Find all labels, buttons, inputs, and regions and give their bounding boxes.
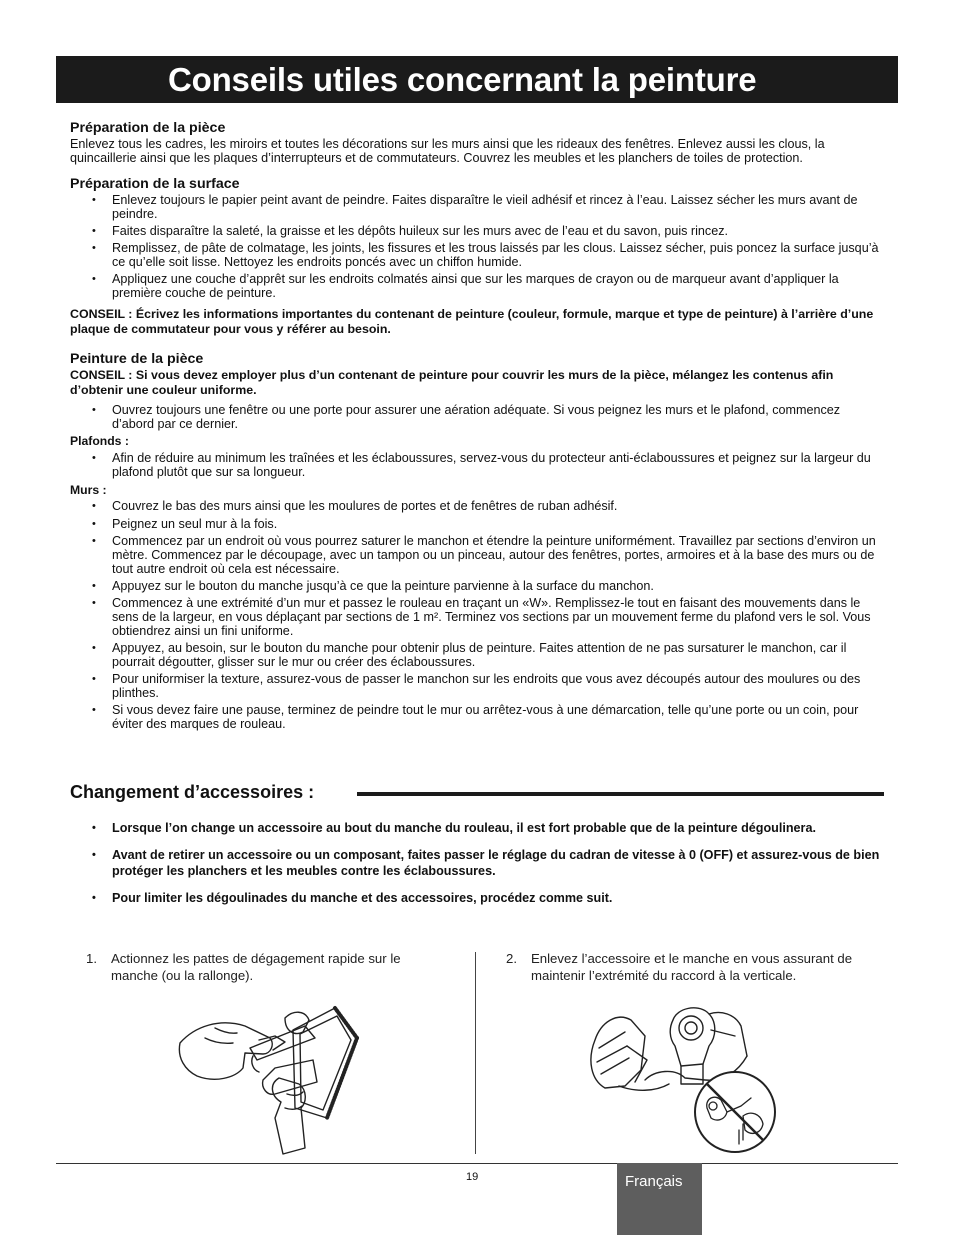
section-heading-prep-surface: Préparation de la surface bbox=[70, 176, 240, 192]
step-text: Enlevez l’accessoire et le manche en vous assurant de maintenir l’extrémité du raccord à la verticale. bbox=[531, 951, 853, 983]
list-item: • Appuyez, au besoin, sur le bouton du manche pour obtenir plus de peinture. Faites attention de ne pas sursaturer le manchon, car il pourrait dégoutter, glisser sur le mur ou créer des éclaboussures. bbox=[70, 641, 882, 669]
heading-rule bbox=[357, 792, 884, 796]
plafonds-label: Plafonds : bbox=[70, 434, 129, 448]
prep-surface-list bbox=[70, 193, 882, 300]
list-item: • Appliquez une couche d’apprêt sur les endroits colmatés ainsi que sur les marques de crayon ou de marqueur avant d’appliquer la première couche de peinture. bbox=[70, 272, 882, 300]
section-heading-prep-piece: Préparation de la pièce bbox=[70, 120, 226, 136]
list-item: • Commencez par un endroit où vous pourrez saturer le manchon et étendre la peinture uniformément. Travaillez par sections d’environ un mètre. Commencez par le découpage, avec un tampon ou un pinceau, autour des fenêtres, portes, armoires et à la base des murs ou de tout autre endroit où cela est nécessaire. bbox=[70, 534, 882, 576]
list-item: • Enlevez toujours le papier peint avant de peindre. Faites disparaître le vieil adhésif et rincez à l’eau. Laissez sécher les murs avant de peindre. bbox=[70, 193, 882, 221]
column-divider bbox=[475, 952, 476, 1154]
prep-piece-text: Enlevez tous les cadres, les miroirs et toutes les décorations sur les murs ainsi que les rideaux des fenêtres. Enlevez aussi les clous, la quincaillerie ainsi que les plaques d’interrupteurs et de commutateurs. Couvrez les meubles et les planchers de toiles de protection. bbox=[70, 137, 825, 165]
list-item: • Lorsque l’on change un accessoire au bout du manche du rouleau, il est fort probable que de la peinture dégoulinera. bbox=[70, 820, 882, 836]
page-number: 19 bbox=[466, 1171, 479, 1183]
tip-peinture: CONSEIL : Si vous devez employer plus d’un contenant de peinture pour couvrir les murs de la pièce, mélangez les contenus afin d’obtenir une couleur uniforme. bbox=[70, 368, 834, 397]
step-number: 1. bbox=[86, 951, 97, 966]
step-number: 2. bbox=[506, 951, 517, 966]
language-tab bbox=[617, 1163, 702, 1235]
title-banner bbox=[56, 56, 898, 103]
changement-list bbox=[70, 820, 882, 917]
language-label: Français bbox=[625, 1173, 683, 1190]
list-item: • Pour uniformiser la texture, assurez-vous de passer le manchon sur les endroits que vous avez découpés autour des moulures ou des plinthes. bbox=[70, 672, 882, 700]
list-item: • Commencez à une extrémité d’un mur et passez le rouleau en traçant un «W». Remplissez-le tout en faisant des mouvements dans le sens de la largeur, en vous déplaçant par sections de 1 m². Terminez vos sections par un mouvement ferme du plafond vers le sol. Vous obtiendrez ainsi un fini uniforme. bbox=[70, 596, 882, 638]
list-item: • Ouvrez toujours une fenêtre ou une porte pour assurer une aération adéquate. Si vous peignez les murs et le plafond, commencez d’abord par ce dernier. bbox=[70, 403, 882, 431]
list-item: • Pour limiter les dégoulinades du manche et des accessoires, procédez comme suit. bbox=[70, 890, 882, 906]
section-heading-peinture: Peinture de la pièce bbox=[70, 351, 204, 367]
murs-label: Murs : bbox=[70, 483, 107, 497]
tip-surface: CONSEIL : Écrivez les informations importantes du contenant de peinture (couleur, formule, marque et type de peinture) à l’arrière d’une plaque de commutateur pour vous y référer au besoin. bbox=[70, 307, 874, 336]
remove-accessory-illustration bbox=[585, 1000, 785, 1158]
footer-rule bbox=[56, 1163, 898, 1164]
plafonds-list bbox=[70, 451, 882, 479]
list-item: • Faites disparaître la saleté, la graisse et les dépôts huileux sur les murs avec de l’eau et du savon, puis rincez. bbox=[70, 224, 882, 238]
list-item: • Couvrez le bas des murs ainsi que les moulures de portes et de fenêtres de ruban adhésif. bbox=[70, 499, 882, 513]
murs-list bbox=[70, 499, 882, 731]
list-item: • Remplissez, de pâte de colmatage, les joints, les fissures et les trous laissés par les clous. Laissez sécher, puis poncez la surface jusqu’à ce qu’elle soit lisse. Nettoyez les endroits poncés avec un chiffon humide. bbox=[70, 241, 882, 269]
release-tabs-illustration bbox=[175, 998, 365, 1156]
list-item: • Peignez un seul mur à la fois. bbox=[70, 517, 882, 531]
main-content bbox=[70, 119, 882, 731]
list-item: • Si vous devez faire une pause, terminez de peindre tout le mur ou arrêtez-vous à une démarcation, telle qu’une porte ou un coin, pour éviter des marques de rouleau. bbox=[70, 703, 882, 731]
step-text: Actionnez les pattes de dégagement rapide sur le manche (ou la rallonge). bbox=[111, 951, 401, 983]
list-item: • Avant de retirer un accessoire ou un composant, faites passer le réglage du cadran de vitesse à 0 (OFF) et assurez-vous de bien protéger les planchers et les meubles contre les éclaboussures. bbox=[70, 847, 882, 879]
peinture-list bbox=[70, 403, 882, 431]
list-item: • Afin de réduire au minimum les traînées et les éclaboussures, servez-vous du protecteur anti-éclaboussures et peignez sur la largeur du plafond plutôt que sur sa longueur. bbox=[70, 451, 882, 479]
page-title: Conseils utiles concernant la peinture bbox=[168, 61, 757, 98]
section-heading-changement: Changement d’accessoires : bbox=[70, 782, 328, 802]
list-item: • Appuyez sur le bouton du manche jusqu’à ce que la peinture parvienne à la surface du manchon. bbox=[70, 579, 882, 593]
